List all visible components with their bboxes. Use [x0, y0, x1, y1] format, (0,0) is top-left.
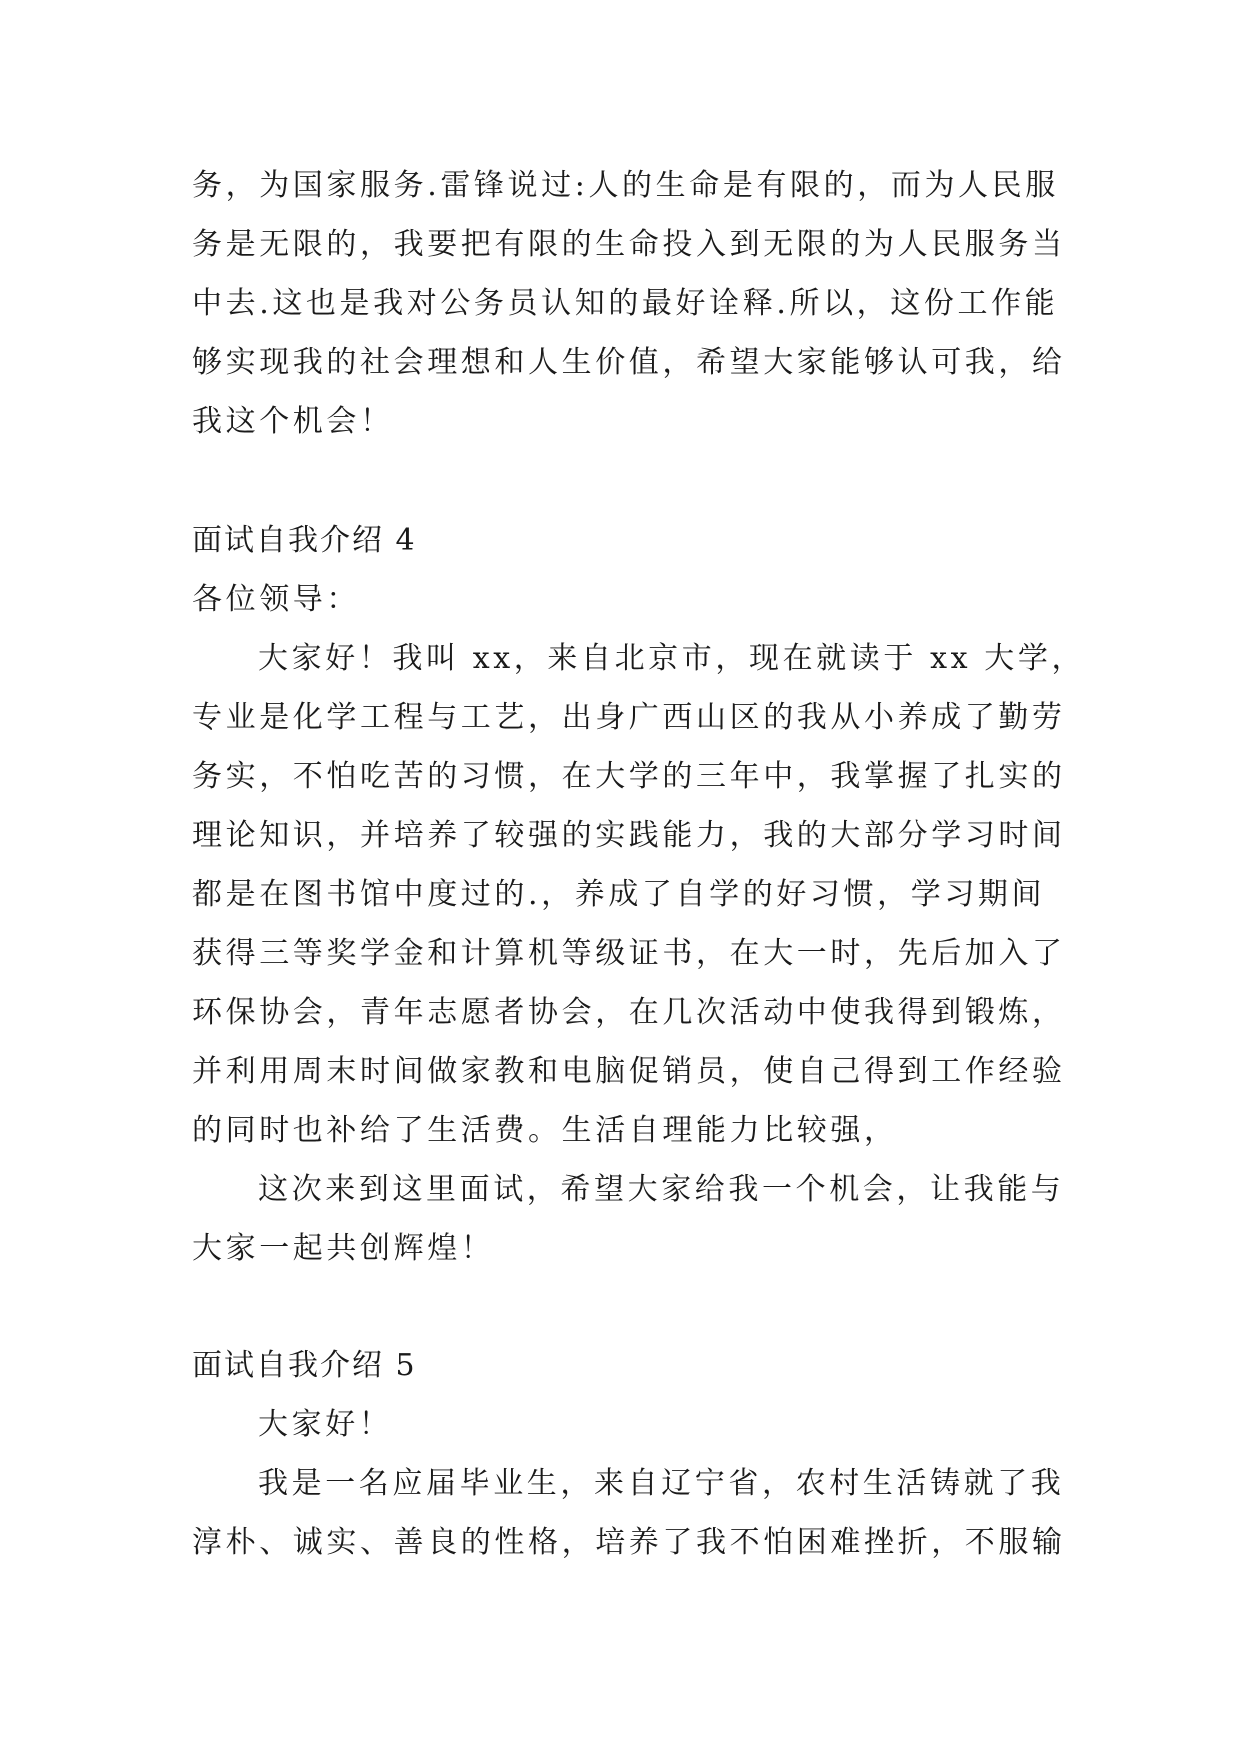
body-text-line: 务实，不怕吃苦的习惯，在大学的三年中，我掌握了扎实的 — [192, 759, 1066, 794]
body-text-line: 我这个机会！ — [192, 404, 394, 439]
salutation: 各位领导： — [192, 582, 360, 617]
section-heading: 面试自我介绍 5 — [192, 1348, 417, 1383]
body-text-line: 大家一起共创辉煌！ — [192, 1231, 495, 1266]
body-text-line: 务是无限的，我要把有限的生命投入到无限的为人民服务当 — [192, 227, 1066, 262]
section-heading: 面试自我介绍 4 — [192, 523, 417, 558]
body-text-line: 并利用周末时间做家教和电脑促销员，使自己得到工作经验 — [192, 1054, 1066, 1089]
body-text-line: 的同时也补给了生活费。生活自理能力比较强， — [192, 1113, 898, 1148]
body-text-line: 中去.这也是我对公务员认知的最好诠释.所以，这份工作能 — [192, 286, 1059, 321]
body-text-line: 淳朴、诚实、善良的性格，培养了我不怕困难挫折，不服输 — [192, 1525, 1066, 1560]
body-text-line: 环保协会，青年志愿者协会，在几次活动中使我得到锻炼， — [192, 995, 1066, 1030]
greeting: 大家好！ — [258, 1407, 393, 1442]
body-text-line: 理论知识，并培养了较强的实践能力，我的大部分学习时间 — [192, 818, 1066, 853]
body-text-line: 够实现我的社会理想和人生价值，希望大家能够认可我，给 — [192, 345, 1066, 380]
body-text-line: 专业是化学工程与工艺，出身广西山区的我从小养成了勤劳 — [192, 700, 1066, 735]
body-text-line: 都是在图书馆中度过的.，养成了自学的好习惯，学习期间 — [192, 877, 1046, 912]
body-text-line: 这次来到这里面试，希望大家给我一个机会，让我能与 — [258, 1172, 1065, 1207]
body-text-line: 获得三等奖学金和计算机等级证书，在大一时，先后加入了 — [192, 936, 1066, 971]
body-text-line: 我是一名应届毕业生，来自辽宁省，农村生活铸就了我 — [258, 1466, 1065, 1501]
body-text-line: 务，为国家服务.雷锋说过:人的生命是有限的，而为人民服 — [192, 168, 1059, 203]
body-text-line: 大家好！我叫 xx，来自北京市，现在就读于 xx 大学， — [258, 641, 1086, 676]
